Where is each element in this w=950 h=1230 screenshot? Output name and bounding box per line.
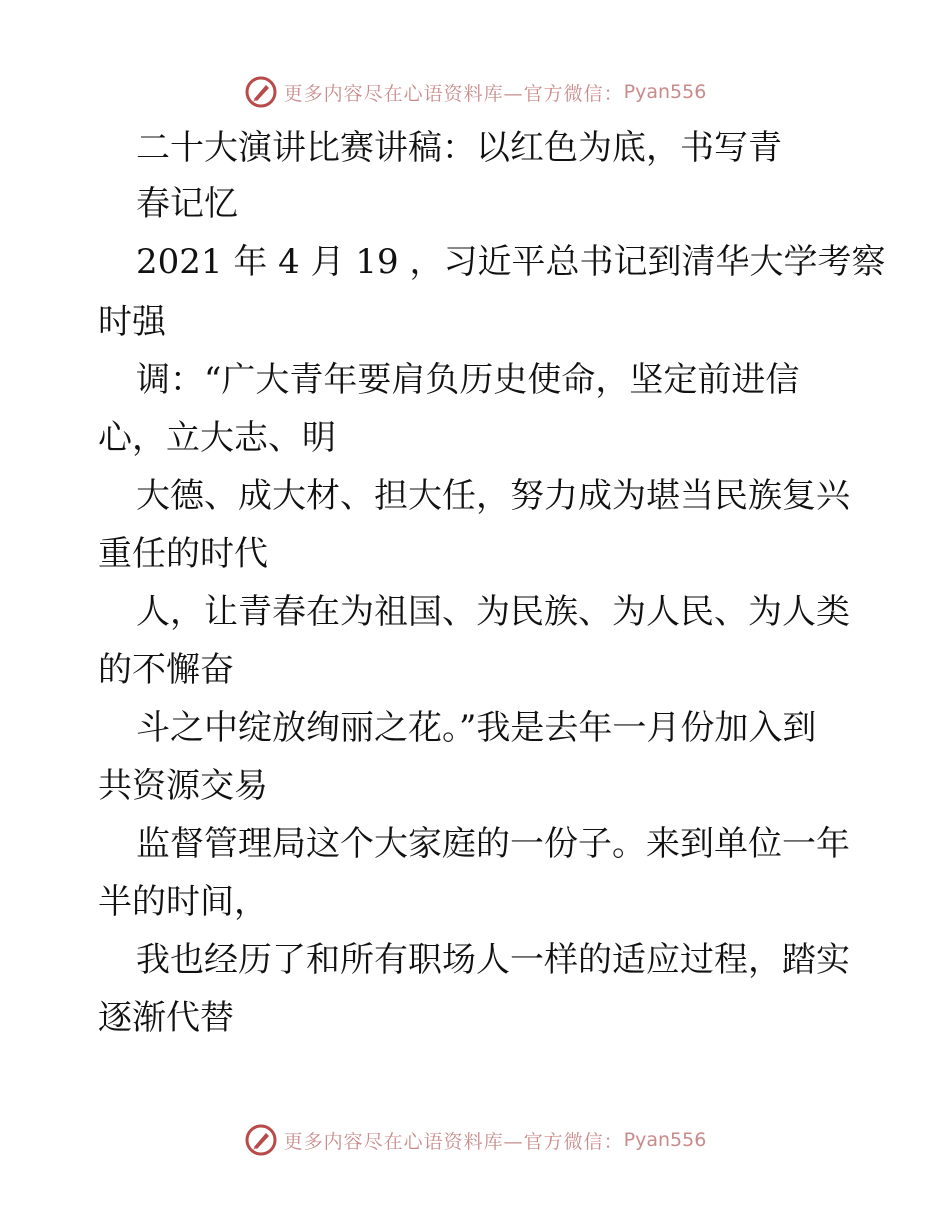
footer-banner	[0, 1120, 950, 1160]
text-line: 调：“广大青年要肩负历史使命，坚定前进信	[136, 360, 800, 400]
text-line: 我也经历了和所有职场人一样的适应过程，踏实	[136, 940, 850, 980]
header-banner	[0, 72, 950, 112]
text-line: 重任的时代	[98, 534, 268, 574]
text-line: 共资源交易	[98, 766, 268, 806]
text-line: 心，立大志、明	[98, 418, 336, 458]
text-line: 半的时间，	[98, 882, 268, 922]
footer-banner-text: 更多内容尽在心语资料库—官方微信：	[283, 1130, 624, 1153]
header-banner-text: 更多内容尽在心语资料库—官方微信：	[283, 82, 624, 105]
text-line: 人，让青春在为祖国、为民族、为人民、为人类	[136, 592, 850, 632]
text-line: 二十大演讲比赛讲稿：以红色为底，书写青	[136, 128, 782, 168]
text-line: 斗之中绽放绚丽之花。”我是去年一月份加入到	[136, 708, 817, 748]
pen-nib-logo-icon	[244, 1123, 278, 1157]
text-line: 的不懈奋	[98, 650, 234, 690]
text-line: 监督管理局这个大家庭的一份子。来到单位一年	[136, 824, 850, 864]
pen-nib-logo-icon	[244, 75, 278, 109]
text-line: 2021 年 4 月 19 ，习近平总书记到清华大学考察	[136, 242, 886, 282]
text-line: 逐渐代替	[98, 998, 234, 1038]
footer-wechat-id: Pyan556	[623, 1129, 707, 1151]
text-line: 大德、成大材、担大任，努力成为堪当民族复兴	[136, 476, 850, 516]
text-line: 春记忆	[136, 184, 238, 224]
text-line: 时强	[98, 302, 166, 342]
header-wechat-id: Pyan556	[623, 81, 707, 103]
